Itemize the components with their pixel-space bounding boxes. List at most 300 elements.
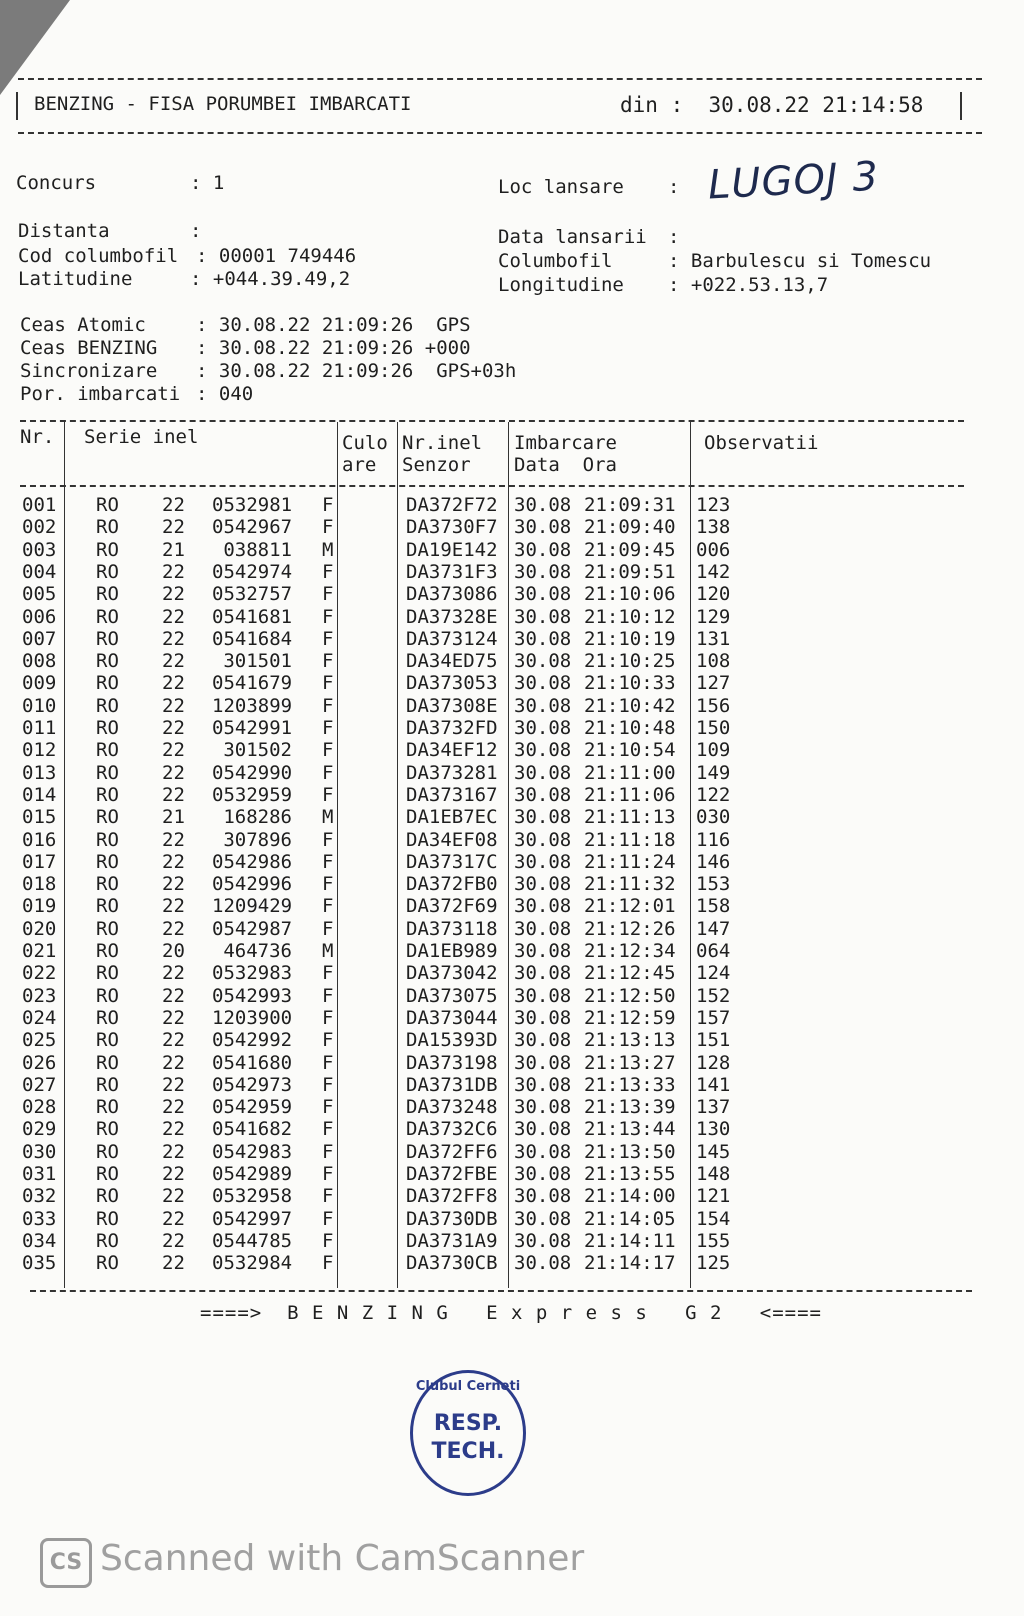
cell-ring: 0532981	[212, 494, 293, 516]
cell-sensor: DA3730F7	[406, 516, 498, 539]
cell-time: 21:13:27	[584, 1051, 676, 1074]
folded-corner	[0, 0, 70, 95]
cell-sensor: DA34EF12	[406, 739, 498, 762]
cell-country: RO	[96, 1118, 119, 1141]
cell-sensor: DA372F69	[406, 895, 498, 918]
table-row	[0, 1007, 1024, 1029]
cell-nr: 008	[22, 650, 57, 673]
cell-ring: 0541679	[212, 672, 293, 695]
cell-ring: 0541682	[212, 1118, 293, 1141]
distanta-label: Distanta	[18, 220, 110, 242]
cell-time: 21:14:05	[584, 1207, 676, 1230]
cell-ring: 0542990	[212, 761, 293, 784]
cell-sensor: DA373124	[406, 627, 498, 650]
cell-sensor: DA37317C	[406, 850, 498, 873]
cell-sex: F	[322, 739, 334, 762]
cell-date: 30.08	[514, 873, 572, 896]
cell-sensor: DA37308E	[406, 694, 498, 717]
cell-sensor: DA1EB989	[406, 940, 498, 962]
cell-year: 22	[162, 516, 185, 539]
cell-country: RO	[96, 962, 119, 985]
longitudine-label: Longitudine	[498, 274, 624, 296]
cell-year: 22	[162, 1006, 185, 1029]
cell-country: RO	[96, 761, 119, 784]
cell-year: 22	[162, 627, 185, 650]
cell-ring: 0542986	[212, 850, 293, 873]
data-lansarii-colon: :	[668, 226, 691, 248]
cell-time: 21:13:55	[584, 1163, 676, 1185]
table-row	[0, 1208, 1024, 1230]
cell-year: 22	[162, 1029, 185, 1052]
cell-year: 22	[162, 895, 185, 918]
cell-obs: 149	[696, 761, 731, 784]
cell-time: 21:09:31	[584, 494, 676, 516]
cell-sensor: DA1EB7EC	[406, 806, 498, 829]
cell-nr: 011	[22, 717, 57, 739]
table-row	[0, 739, 1024, 761]
cell-obs: 125	[696, 1252, 731, 1275]
cell-date: 30.08	[514, 694, 572, 717]
cell-ring: 0542959	[212, 1096, 293, 1119]
cell-time: 21:10:19	[584, 627, 676, 650]
cell-year: 22	[162, 873, 185, 896]
cell-obs: 148	[696, 1163, 731, 1185]
cell-time: 21:10:54	[584, 739, 676, 762]
cell-time: 21:09:40	[584, 516, 676, 539]
cell-sex: F	[322, 672, 334, 695]
cell-year: 21	[162, 538, 185, 561]
cell-date: 30.08	[514, 650, 572, 673]
cell-obs: 121	[696, 1185, 731, 1208]
cell-nr: 027	[22, 1073, 57, 1096]
cell-sex: F	[322, 1185, 334, 1208]
loc-lansare-label: Loc lansare	[498, 176, 624, 198]
ceas-benzing-time: 30.08.22 21:09:26 +000	[218, 337, 471, 359]
col-imbarcare-header-1: Imbarcare	[514, 432, 617, 454]
cell-nr: 018	[22, 873, 57, 896]
table-row	[0, 628, 1024, 650]
cell-nr: 022	[22, 962, 57, 985]
cell-sensor: DA373086	[406, 583, 498, 606]
cell-ring: 301501	[223, 650, 292, 673]
cell-sex: M	[322, 940, 334, 962]
table-row	[0, 962, 1024, 984]
cell-obs: 129	[696, 605, 731, 628]
cell-year: 22	[162, 1252, 185, 1275]
cell-date: 30.08	[514, 1252, 572, 1275]
cell-date: 30.08	[514, 850, 572, 873]
cell-date: 30.08	[514, 1051, 572, 1074]
cell-sensor: DA34ED75	[406, 650, 498, 673]
cell-year: 22	[162, 560, 185, 583]
cell-date: 30.08	[514, 806, 572, 829]
table-row	[0, 650, 1024, 672]
cell-obs: 157	[696, 1006, 731, 1029]
cell-ring: 0541684	[212, 627, 293, 650]
cell-sex: F	[322, 694, 334, 717]
cell-obs: 122	[696, 783, 731, 806]
cell-obs: 130	[696, 1118, 731, 1141]
cell-date: 30.08	[514, 984, 572, 1007]
cell-sex: F	[322, 717, 334, 739]
table-row	[0, 985, 1024, 1007]
table-row	[0, 695, 1024, 717]
cell-year: 22	[162, 1140, 185, 1163]
cell-time: 21:10:42	[584, 694, 676, 717]
cell-date: 30.08	[514, 1006, 572, 1029]
cell-nr: 009	[22, 672, 57, 695]
cell-nr: 012	[22, 739, 57, 762]
table-row	[0, 1096, 1024, 1118]
cell-nr: 015	[22, 806, 57, 829]
cell-time: 21:11:06	[584, 783, 676, 806]
cell-country: RO	[96, 850, 119, 873]
cell-date: 30.08	[514, 761, 572, 784]
cell-nr: 033	[22, 1207, 57, 1230]
table-top-rule	[20, 420, 964, 422]
cell-date: 30.08	[514, 940, 572, 962]
col-observatii-header: Observatii	[704, 432, 819, 454]
cell-time: 21:12:45	[584, 962, 676, 985]
cell-date: 30.08	[514, 828, 572, 851]
stamp-line-2: TECH.	[431, 1439, 505, 1464]
cell-obs: 158	[696, 895, 731, 918]
cell-nr: 019	[22, 895, 57, 918]
cell-date: 30.08	[514, 1096, 572, 1119]
cell-ring: 168286	[223, 806, 292, 829]
cell-nr: 004	[22, 560, 57, 583]
table-row	[0, 1163, 1024, 1185]
ceas-atomic-time: 30.08.22 21:09:26 GPS	[218, 314, 471, 336]
cell-sensor: DA37328E	[406, 605, 498, 628]
cell-country: RO	[96, 1006, 119, 1029]
table-bottom-rule	[30, 1290, 972, 1292]
columbofil-value: : Barbulescu si Tomescu	[668, 250, 932, 272]
cell-country: RO	[96, 873, 119, 896]
cell-nr: 006	[22, 605, 57, 628]
table-header-rule	[20, 485, 964, 487]
cell-year: 22	[162, 1207, 185, 1230]
cell-country: RO	[96, 717, 119, 739]
cell-country: RO	[96, 650, 119, 673]
cell-country: RO	[96, 1096, 119, 1119]
cell-obs: 145	[696, 1140, 731, 1163]
cell-sex: F	[322, 494, 334, 516]
cell-year: 22	[162, 1185, 185, 1208]
cell-nr: 007	[22, 627, 57, 650]
cell-year: 22	[162, 1096, 185, 1119]
cell-nr: 021	[22, 940, 57, 962]
cell-ring: 0544785	[212, 1229, 293, 1252]
cell-time: 21:10:06	[584, 583, 676, 606]
cell-country: RO	[96, 583, 119, 606]
cell-obs: 120	[696, 583, 731, 606]
cell-time: 21:14:00	[584, 1185, 676, 1208]
cell-obs: 153	[696, 873, 731, 896]
cell-date: 30.08	[514, 1140, 572, 1163]
cell-sensor: DA15393D	[406, 1029, 498, 1052]
cell-sex: F	[322, 1140, 334, 1163]
cell-sex: F	[322, 1207, 334, 1230]
cell-sensor: DA373075	[406, 984, 498, 1007]
concurs-label: Concurs	[16, 172, 97, 194]
cell-date: 30.08	[514, 1185, 572, 1208]
cell-nr: 014	[22, 783, 57, 806]
col-nrinel-header-1: Nr.inel	[402, 432, 483, 454]
cell-time: 21:10:25	[584, 650, 676, 673]
cell-time: 21:09:45	[584, 538, 676, 561]
cell-ring: 038811	[223, 538, 292, 561]
cell-sensor: DA3731F3	[406, 560, 498, 583]
table-row	[0, 516, 1024, 538]
table-row	[0, 1029, 1024, 1051]
cell-year: 22	[162, 650, 185, 673]
cell-obs: 124	[696, 962, 731, 985]
cell-sex: M	[322, 806, 334, 829]
cell-year: 22	[162, 761, 185, 784]
table-row	[0, 829, 1024, 851]
cell-sex: F	[322, 1229, 334, 1252]
ceas-atomic-label: Ceas Atomic	[20, 314, 146, 336]
col-serie-header: Serie inel	[84, 426, 199, 448]
cell-date: 30.08	[514, 672, 572, 695]
cell-time: 21:13:33	[584, 1073, 676, 1096]
cod-columbofil-number: 00001 749446	[218, 245, 357, 267]
cell-obs: 155	[696, 1229, 731, 1252]
cell-year: 22	[162, 917, 185, 940]
col-nrinel-header-2: Senzor	[402, 454, 471, 476]
cell-year: 22	[162, 962, 185, 985]
cell-country: RO	[96, 1252, 119, 1275]
cell-sex: F	[322, 1051, 334, 1074]
cell-sensor: DA373198	[406, 1051, 498, 1074]
cell-time: 21:13:39	[584, 1096, 676, 1119]
latitudine-label: Latitudine	[18, 268, 133, 290]
cell-date: 30.08	[514, 1029, 572, 1052]
cell-nr: 001	[22, 494, 57, 516]
cell-time: 21:11:24	[584, 850, 676, 873]
cell-nr: 005	[22, 583, 57, 606]
cell-sensor: DA19E142	[406, 538, 498, 561]
cell-time: 21:09:51	[584, 560, 676, 583]
cell-sex: F	[322, 828, 334, 851]
cell-obs: 127	[696, 672, 731, 695]
cell-date: 30.08	[514, 583, 572, 606]
cell-sex: F	[322, 962, 334, 985]
table-row	[0, 494, 1024, 516]
cell-date: 30.08	[514, 1118, 572, 1141]
cell-obs: 109	[696, 739, 731, 762]
cell-time: 21:11:13	[584, 806, 676, 829]
cell-obs: 006	[696, 538, 731, 561]
cell-country: RO	[96, 1140, 119, 1163]
cell-country: RO	[96, 895, 119, 918]
cell-date: 30.08	[514, 1207, 572, 1230]
cell-sensor: DA372FF6	[406, 1140, 498, 1163]
cell-year: 20	[162, 940, 185, 962]
cell-nr: 013	[22, 761, 57, 784]
cell-ring: 0532958	[212, 1185, 293, 1208]
cell-date: 30.08	[514, 1073, 572, 1096]
cell-obs: 150	[696, 717, 731, 739]
cell-obs: 030	[696, 806, 731, 829]
table-row	[0, 806, 1024, 828]
cell-sensor: DA3732C6	[406, 1118, 498, 1141]
cell-date: 30.08	[514, 739, 572, 762]
header-right-border	[960, 92, 962, 120]
cell-sex: F	[322, 583, 334, 606]
table-row	[0, 784, 1024, 806]
cell-date: 30.08	[514, 783, 572, 806]
club-stamp	[410, 1370, 526, 1496]
cell-time: 21:13:13	[584, 1029, 676, 1052]
cell-ring: 0532984	[212, 1252, 293, 1275]
cell-obs: 147	[696, 917, 731, 940]
cell-obs: 116	[696, 828, 731, 851]
cell-sensor: DA373044	[406, 1006, 498, 1029]
cell-country: RO	[96, 494, 119, 516]
cell-sex: F	[322, 1163, 334, 1185]
cell-sensor: DA373053	[406, 672, 498, 695]
cell-ring: 0542974	[212, 560, 293, 583]
camscanner-watermark: Scanned with CamScanner	[100, 1538, 585, 1579]
cell-ring: 0542996	[212, 873, 293, 896]
cell-country: RO	[96, 538, 119, 561]
cod-columbofil-label: Cod columbofil	[18, 245, 179, 267]
cell-time: 21:13:44	[584, 1118, 676, 1141]
cell-ring: 0532757	[212, 583, 293, 606]
por-imbarcati-value: : 040	[196, 383, 254, 405]
document-title: BENZING - FISA PORUMBEI IMBARCATI	[34, 93, 412, 115]
cell-sex: M	[322, 538, 334, 561]
cell-year: 22	[162, 583, 185, 606]
table-row	[0, 940, 1024, 962]
cell-date: 30.08	[514, 917, 572, 940]
cell-date: 30.08	[514, 1229, 572, 1252]
cod-columbofil-value: : 00001 749446	[196, 245, 357, 267]
cell-sensor: DA372FB0	[406, 873, 498, 896]
cell-year: 22	[162, 783, 185, 806]
cell-obs: 137	[696, 1096, 731, 1119]
table-row	[0, 1141, 1024, 1163]
cell-sex: F	[322, 783, 334, 806]
cell-obs: 108	[696, 650, 731, 673]
stamp-arc-text: Clubul Cerneti	[415, 1379, 521, 1394]
table-row	[0, 1252, 1024, 1274]
cell-time: 21:12:26	[584, 917, 676, 940]
cell-nr: 024	[22, 1006, 57, 1029]
cell-nr: 026	[22, 1051, 57, 1074]
cell-ring: 0542992	[212, 1029, 293, 1052]
cell-ring: 0542967	[212, 516, 293, 539]
cell-nr: 029	[22, 1118, 57, 1141]
cell-sensor: DA373167	[406, 783, 498, 806]
cell-country: RO	[96, 1163, 119, 1185]
cell-country: RO	[96, 1229, 119, 1252]
cell-time: 21:12:34	[584, 940, 676, 962]
cell-country: RO	[96, 605, 119, 628]
header-bottom-rule	[18, 132, 982, 134]
cell-nr: 017	[22, 850, 57, 873]
cell-sex: F	[322, 761, 334, 784]
cell-nr: 016	[22, 828, 57, 851]
cell-country: RO	[96, 739, 119, 762]
table-row	[0, 762, 1024, 784]
cell-year: 22	[162, 605, 185, 628]
cell-nr: 010	[22, 694, 57, 717]
cell-time: 21:14:17	[584, 1252, 676, 1275]
concurs-number: 1	[212, 172, 225, 194]
sincronizare-value: : 30.08.22 21:09:26 GPS+03h	[196, 360, 517, 382]
cell-year: 22	[162, 694, 185, 717]
table-row	[0, 1118, 1024, 1140]
cell-sex: F	[322, 560, 334, 583]
cell-country: RO	[96, 917, 119, 940]
cell-time: 21:10:48	[584, 717, 676, 739]
cell-time: 21:12:50	[584, 984, 676, 1007]
cell-ring: 0532959	[212, 783, 293, 806]
cell-obs: 154	[696, 1207, 731, 1230]
table-row	[0, 1230, 1024, 1252]
col-culoare-header-2: are	[342, 454, 377, 476]
latitudine-value: : +044.39.49,2	[190, 268, 351, 290]
cell-obs: 142	[696, 560, 731, 583]
cell-country: RO	[96, 1073, 119, 1096]
cell-date: 30.08	[514, 962, 572, 985]
cell-sex: F	[322, 984, 334, 1007]
sincronizare-time: 30.08.22 21:09:26 GPS+03h	[218, 360, 517, 382]
cell-sensor: DA372FF8	[406, 1185, 498, 1208]
sincronizare-label: Sincronizare	[20, 360, 158, 382]
cell-country: RO	[96, 806, 119, 829]
cell-country: RO	[96, 627, 119, 650]
cell-ring: 0542973	[212, 1073, 293, 1096]
cell-sex: F	[322, 895, 334, 918]
cell-nr: 035	[22, 1252, 57, 1275]
col-imbarcare-header-2: Data Ora	[514, 454, 617, 476]
footer-banner: ====> B E N Z I N G E x p r e s s G 2 <====	[200, 1302, 822, 1324]
cell-obs: 123	[696, 494, 731, 516]
cell-sensor: DA34EF08	[406, 828, 498, 851]
table-row	[0, 539, 1024, 561]
cell-year: 22	[162, 672, 185, 695]
cell-nr: 030	[22, 1140, 57, 1163]
cell-ring: 0532983	[212, 962, 293, 985]
cell-ring: 1203900	[212, 1006, 293, 1029]
cell-nr: 023	[22, 984, 57, 1007]
cell-country: RO	[96, 828, 119, 851]
cell-country: RO	[96, 1051, 119, 1074]
cell-time: 21:11:00	[584, 761, 676, 784]
cell-time: 21:12:01	[584, 895, 676, 918]
cell-sex: F	[322, 873, 334, 896]
cell-sensor: DA373248	[406, 1096, 498, 1119]
cell-ring: 307896	[223, 828, 292, 851]
cell-sensor: DA3730DB	[406, 1207, 498, 1230]
cell-nr: 003	[22, 538, 57, 561]
cell-ring: 0542983	[212, 1140, 293, 1163]
cell-ring: 0542989	[212, 1163, 293, 1185]
table-row	[0, 1052, 1024, 1074]
cell-country: RO	[96, 984, 119, 1007]
cell-obs: 152	[696, 984, 731, 1007]
header-left-border	[16, 92, 18, 120]
cell-sex: F	[322, 1006, 334, 1029]
table-row	[0, 583, 1024, 605]
cell-year: 22	[162, 494, 185, 516]
table-row	[0, 606, 1024, 628]
cell-obs: 146	[696, 850, 731, 873]
